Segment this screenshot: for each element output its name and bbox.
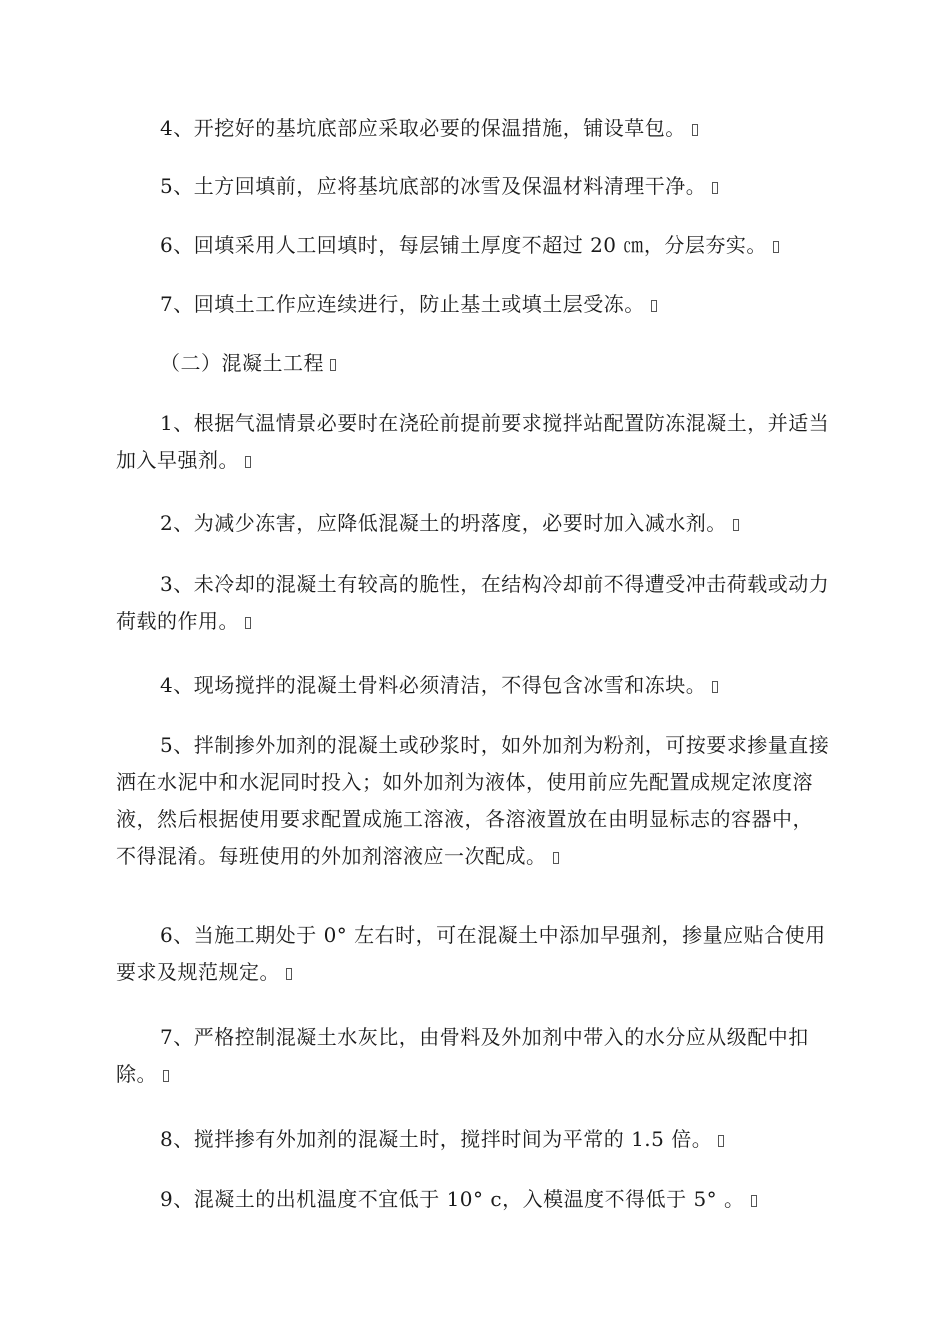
section-heading — [116, 345, 832, 382]
paragraph — [116, 1181, 832, 1218]
paragraph-text: 3、未冷却的混凝土有较高的脆性，在结构冷却前不得遭受冲击荷载或动力荷载的作用。 — [116, 572, 830, 633]
paragraph — [116, 667, 832, 704]
paragraph-text: 4、现场搅拌的混凝土骨料必须清洁，不得包含冰雪和冻块。 — [160, 673, 707, 697]
paragraph — [116, 917, 832, 991]
paragraph-text: 9、混凝土的出机温度不宜低于 10° c，入模温度不得低于 5° 。 — [160, 1187, 745, 1211]
paragraph — [116, 505, 832, 542]
paragraph-text: 2、为减少冻害，应降低混凝土的坍落度，必要时加入减水剂。 — [160, 511, 727, 535]
paragraph-mark-icon — [773, 241, 779, 253]
paragraph-mark-icon — [651, 300, 657, 312]
paragraph — [116, 1019, 832, 1093]
paragraph — [116, 1121, 832, 1158]
paragraph-text: 4、开挖好的基坑底部应采取必要的保温措施，铺设草包。 — [160, 116, 686, 140]
paragraph-mark-icon — [163, 1070, 169, 1082]
paragraph-text: 5、土方回填前，应将基坑底部的冰雪及保温材料清理干净。 — [160, 174, 707, 198]
paragraph-mark-icon — [751, 1195, 757, 1207]
paragraph-mark-icon — [733, 519, 739, 531]
paragraph-mark-icon — [245, 617, 251, 629]
paragraph-text: 6、当施工期处于 0° 左右时，可在混凝土中添加早强剂，掺量应贴合使用要求及规范规定。 — [116, 923, 826, 984]
paragraph — [116, 566, 832, 640]
paragraph-mark-icon — [553, 852, 559, 864]
paragraph-text: 7、严格控制混凝土水灰比，由骨料及外加剂中带入的水分应从级配中扣除。 — [116, 1025, 809, 1086]
paragraph-mark-icon — [245, 456, 251, 468]
paragraph-mark-icon — [286, 968, 292, 980]
paragraph — [116, 168, 832, 205]
paragraph — [116, 110, 832, 147]
paragraph — [116, 405, 832, 479]
paragraph-mark-icon — [718, 1135, 724, 1147]
paragraph-mark-icon — [692, 124, 698, 136]
paragraph — [116, 286, 832, 323]
paragraph-text: 8、搅拌掺有外加剂的混凝土时，搅拌时间为平常的 1.5 倍。 — [160, 1127, 713, 1151]
paragraph — [116, 727, 832, 875]
paragraph-text: 5、拌制掺外加剂的混凝土或砂浆时，如外加剂为粉剂，可按要求掺量直接洒在水泥中和水泥同时投入；如外加剂为液体，使用前应先配置成规定浓度溶液，然后根据使用要求配置成施工溶液，各溶液置放在由明显标志的容器中，不得混淆。每班使用的外加剂溶液应一次配成。 — [116, 733, 830, 868]
paragraph — [116, 227, 832, 264]
paragraph-mark-icon — [712, 681, 718, 693]
paragraph-text: 7、回填土工作应连续进行，防止基土或填土层受冻。 — [160, 292, 645, 316]
section-heading-text: （二）混凝土工程 — [160, 351, 324, 375]
paragraph-mark-icon — [330, 359, 336, 371]
paragraph-text: 6、回填采用人工回填时，每层铺土厚度不超过 20 ㎝，分层夯实。 — [160, 233, 767, 257]
paragraph-text: 1、根据气温情景必要时在浇砼前提前要求搅拌站配置防冻混凝土，并适当加入早强剂。 — [116, 411, 830, 472]
paragraph-mark-icon — [712, 182, 718, 194]
